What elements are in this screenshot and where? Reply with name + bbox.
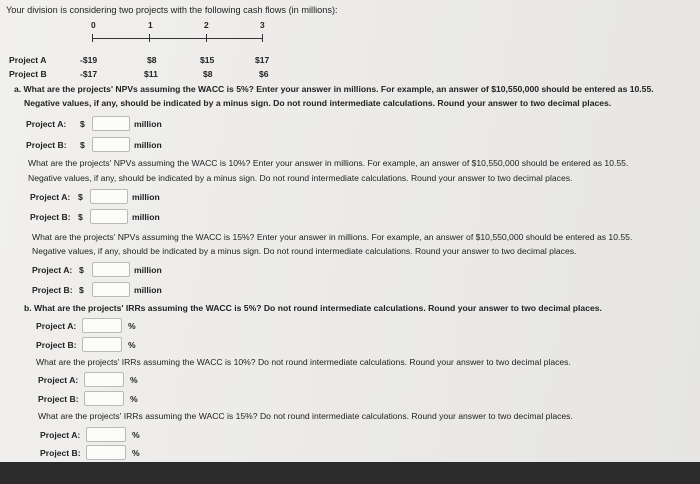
question-npv-5: a. What are the projects' NPVs assuming the WACC is 5%? Enter your answer in millions. For example, an answer of $10,550,000 should be entered as 10.55. (14, 84, 654, 94)
irr-a-15-input[interactable] (86, 427, 126, 442)
unit-million: million (134, 265, 162, 275)
currency-sign: $ (79, 285, 84, 295)
project-b-label: Project B: (36, 340, 77, 350)
project-a-label: Project A: (40, 430, 81, 440)
unit-million: million (132, 212, 160, 222)
currency-sign: $ (78, 212, 83, 222)
unit-million: million (134, 140, 162, 150)
unit-percent: % (128, 321, 136, 331)
project-a-label: Project A: (26, 119, 67, 129)
irr-b-15-input[interactable] (86, 445, 126, 460)
cash-flow-value: -$17 (80, 69, 98, 79)
npv-b-10-input[interactable] (90, 209, 128, 224)
question-npv-5-instructions: Negative values, if any, should be indicated by a minus sign. Do not round intermediate calculations. Round your answer to two decimal places. (24, 98, 612, 108)
project-a-label: Project A: (32, 265, 73, 275)
period-label: 3 (260, 20, 265, 30)
question-irr-15: What are the projects' IRRs assuming the WACC is 15%? Do not round intermediate calculations. Round your answer to two decimal places. (38, 411, 573, 421)
question-npv-15: What are the projects' NPVs assuming the WACC is 15%? Enter your answer in millions. For example, an answer of $10,550,000 should be entered as 10.55. (32, 232, 633, 242)
project-a-label: Project A: (38, 375, 79, 385)
cash-flow-value: $11 (144, 69, 158, 79)
project-b-label: Project B: (26, 140, 67, 150)
npv-a-10-input[interactable] (90, 189, 128, 204)
question-irr-5: b. What are the projects' IRRs assuming the WACC is 5%? Do not round intermediate calculations. Round your answer to two decimal places. (24, 303, 602, 313)
question-npv-10-instructions: Negative values, if any, should be indicated by a minus sign. Do not round intermediate calculations. Round your answer to two decimal places. (28, 173, 573, 183)
cash-flow-value: $8 (203, 69, 213, 79)
timeline-tick (92, 34, 93, 42)
period-label: 2 (204, 20, 209, 30)
intro-text: Your division is considering two projects with the following cash flows (in millions): (6, 5, 338, 15)
unit-percent: % (132, 448, 140, 458)
cash-flow-value: $15 (200, 55, 215, 65)
unit-million: million (134, 285, 162, 295)
project-b-label: Project B: (32, 285, 73, 295)
unit-percent: % (128, 340, 136, 350)
npv-a-15-input[interactable] (92, 262, 130, 277)
irr-a-5-input[interactable] (82, 318, 122, 333)
npv-b-5-input[interactable] (92, 137, 130, 152)
currency-sign: $ (80, 119, 85, 129)
unit-percent: % (132, 430, 140, 440)
period-label: 0 (91, 20, 96, 30)
project-b-label: Project B: (40, 448, 81, 458)
irr-a-10-input[interactable] (84, 372, 124, 387)
unit-million: million (134, 119, 162, 129)
cash-flow-value: $8 (147, 55, 157, 65)
timeline-tick (262, 34, 263, 42)
row-label: Project B (9, 69, 47, 79)
unit-percent: % (130, 375, 138, 385)
question-npv-15-instructions: Negative values, if any, should be indicated by a minus sign. Do not round intermediate calculations. Round your answer to two decimal places. (32, 246, 577, 256)
project-b-label: Project B: (30, 212, 71, 222)
timeline-axis (92, 38, 262, 39)
timeline-tick (206, 34, 207, 42)
period-label: 1 (148, 20, 153, 30)
irr-b-5-input[interactable] (82, 337, 122, 352)
unit-million: million (132, 192, 160, 202)
currency-sign: $ (78, 192, 83, 202)
question-irr-10: What are the projects' IRRs assuming the WACC is 10%? Do not round intermediate calculations. Round your answer to two decimal places. (36, 357, 571, 367)
question-npv-10: What are the projects' NPVs assuming the WACC is 10%? Enter your answer in millions. For example, an answer of $10,550,000 should be entered as 10.55. (28, 158, 629, 168)
project-a-label: Project A: (36, 321, 77, 331)
row-label: Project A (9, 55, 47, 65)
npv-b-15-input[interactable] (92, 282, 130, 297)
cash-flow-value: $17 (255, 55, 270, 65)
irr-b-10-input[interactable] (84, 391, 124, 406)
project-b-label: Project B: (38, 394, 79, 404)
bottom-bar (0, 462, 700, 484)
timeline-tick (149, 34, 150, 42)
project-a-label: Project A: (30, 192, 71, 202)
cash-flow-value: $6 (259, 69, 269, 79)
currency-sign: $ (80, 140, 85, 150)
cash-flow-value: -$19 (80, 55, 98, 65)
npv-a-5-input[interactable] (92, 116, 130, 131)
currency-sign: $ (79, 265, 84, 275)
unit-percent: % (130, 394, 138, 404)
cash-flow-timeline (86, 17, 276, 47)
